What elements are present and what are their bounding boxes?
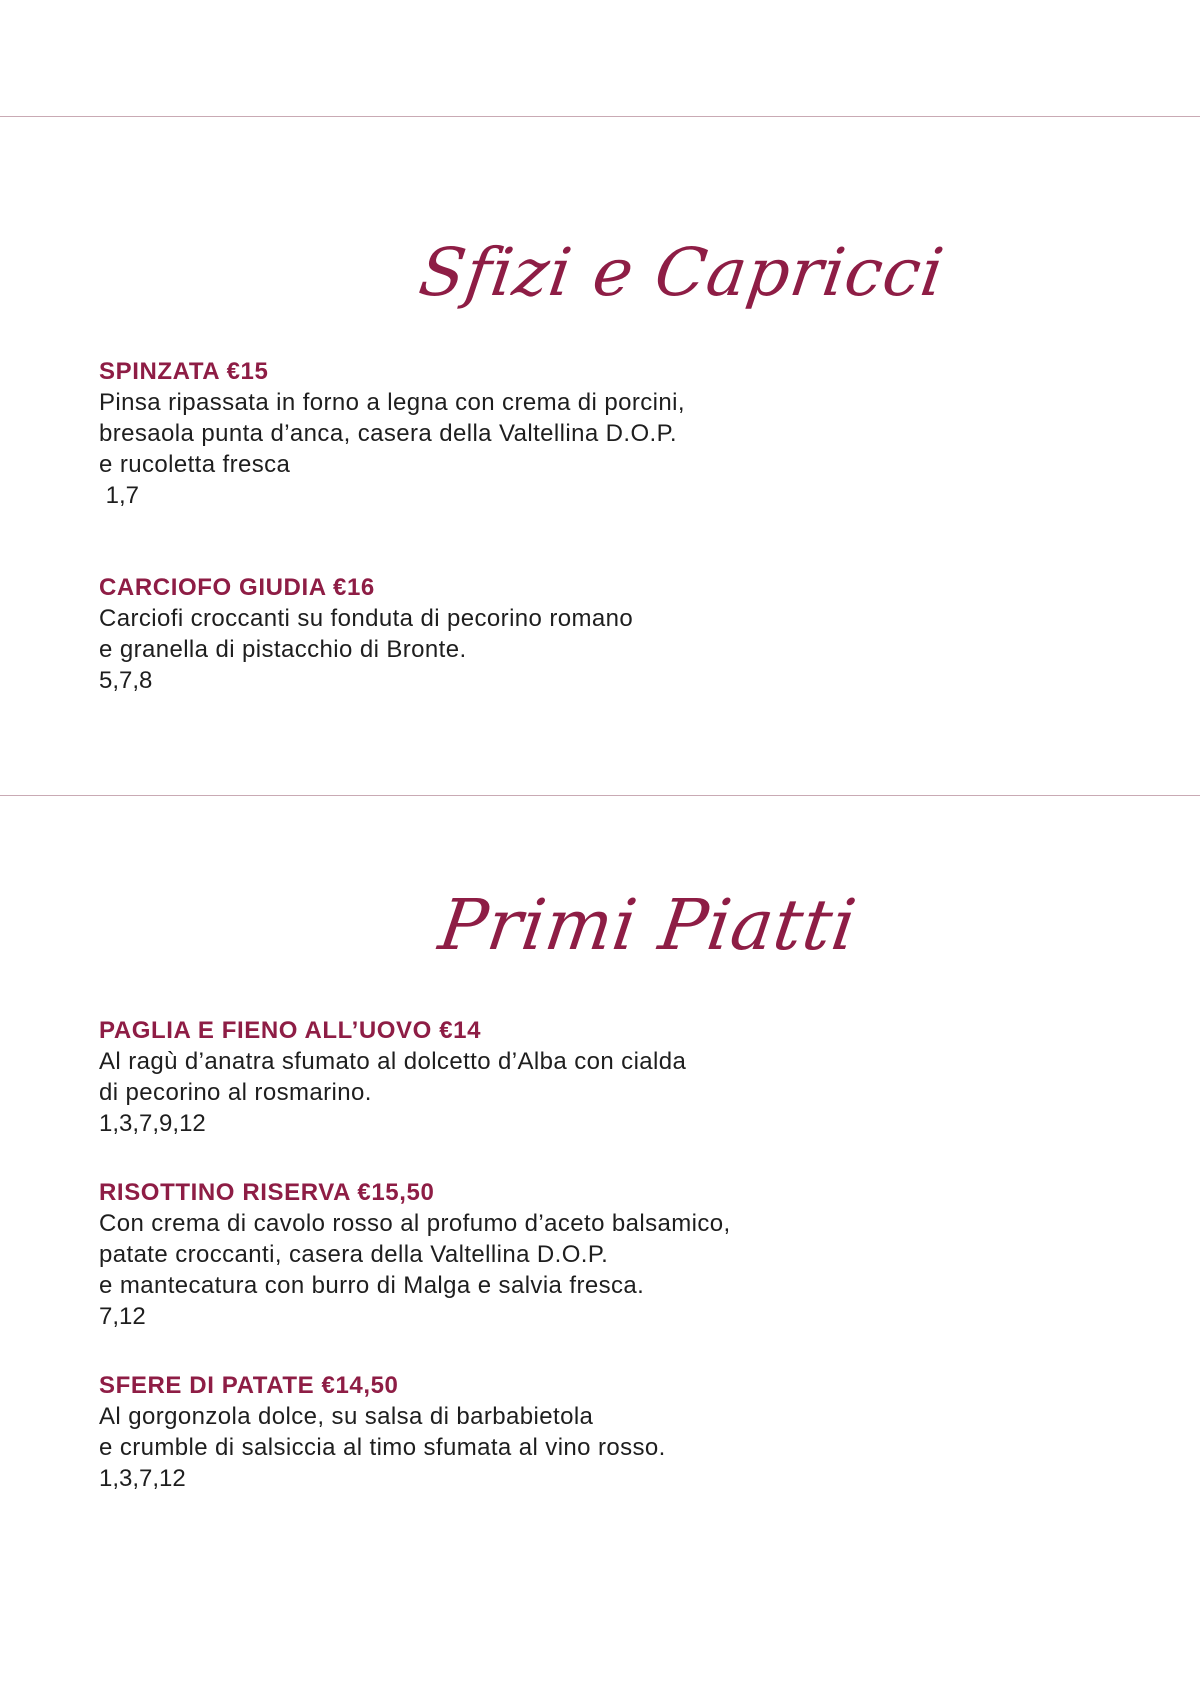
dish-description-line: Al gorgonzola dolce, su salsa di barbabietola — [99, 1403, 594, 1430]
dish-description — [99, 603, 1099, 665]
dish-name: RISOTTINO RISERVA €15,50 — [99, 1179, 435, 1206]
section-divider — [0, 795, 1200, 796]
menu-item-carciofo-giudia — [99, 572, 1099, 696]
dish-description-line: Con crema di cavolo rosso al profumo d’aceto balsamico, — [99, 1210, 731, 1237]
dish-description-line: e crumble di salsiccia al timo sfumata al vino rosso. — [99, 1434, 666, 1461]
dish-description — [99, 1046, 1099, 1108]
dish-allergens: 1,7 — [99, 482, 140, 509]
dish-description-line: Al ragù d’anatra sfumato al dolcetto d’Alba con cialda — [99, 1048, 687, 1075]
section-title-primi-piatti: Primi Piatti — [434, 884, 862, 966]
top-divider — [0, 116, 1200, 117]
dish-name: SFERE DI PATATE €14,50 — [99, 1372, 399, 1399]
dish-name: CARCIOFO GIUDIA €16 — [99, 574, 375, 601]
dish-description-line: Pinsa ripassata in forno a legna con crema di porcini, — [99, 389, 685, 416]
dish-description-line: patate croccanti, casera della Valtellina D.O.P. — [99, 1241, 609, 1268]
dish-description-line: e rucoletta fresca — [99, 451, 291, 478]
dish-name: PAGLIA E FIENO ALL’UOVO €14 — [99, 1017, 482, 1044]
dish-name: SPINZATA €15 — [99, 358, 269, 385]
dish-allergens: 1,3,7,12 — [99, 1465, 186, 1492]
dish-description-line: e mantecatura con burro di Malga e salvia fresca. — [99, 1272, 645, 1299]
dish-description — [99, 1208, 1099, 1301]
menu-item-sfere-di-patate — [99, 1370, 1099, 1494]
menu-item-risottino-riserva — [99, 1177, 1099, 1332]
dish-allergens: 1,3,7,9,12 — [99, 1110, 206, 1137]
dish-description-line: di pecorino al rosmarino. — [99, 1079, 372, 1106]
dish-description-line: e granella di pistacchio di Bronte. — [99, 636, 467, 663]
section-title-sfizi-e-capricci: Sfizi e Capricci — [414, 234, 949, 311]
dish-description — [99, 1401, 1099, 1463]
menu-item-paglia-e-fieno — [99, 1015, 1099, 1139]
dish-description-line: bresaola punta d’anca, casera della Valtellina D.O.P. — [99, 420, 677, 447]
dish-description-line: Carciofi croccanti su fonduta di pecorino romano — [99, 605, 634, 632]
menu-item-spinzata — [99, 356, 1099, 511]
dish-allergens: 5,7,8 — [99, 667, 153, 694]
dish-description — [99, 387, 1099, 480]
dish-allergens: 7,12 — [99, 1303, 146, 1330]
